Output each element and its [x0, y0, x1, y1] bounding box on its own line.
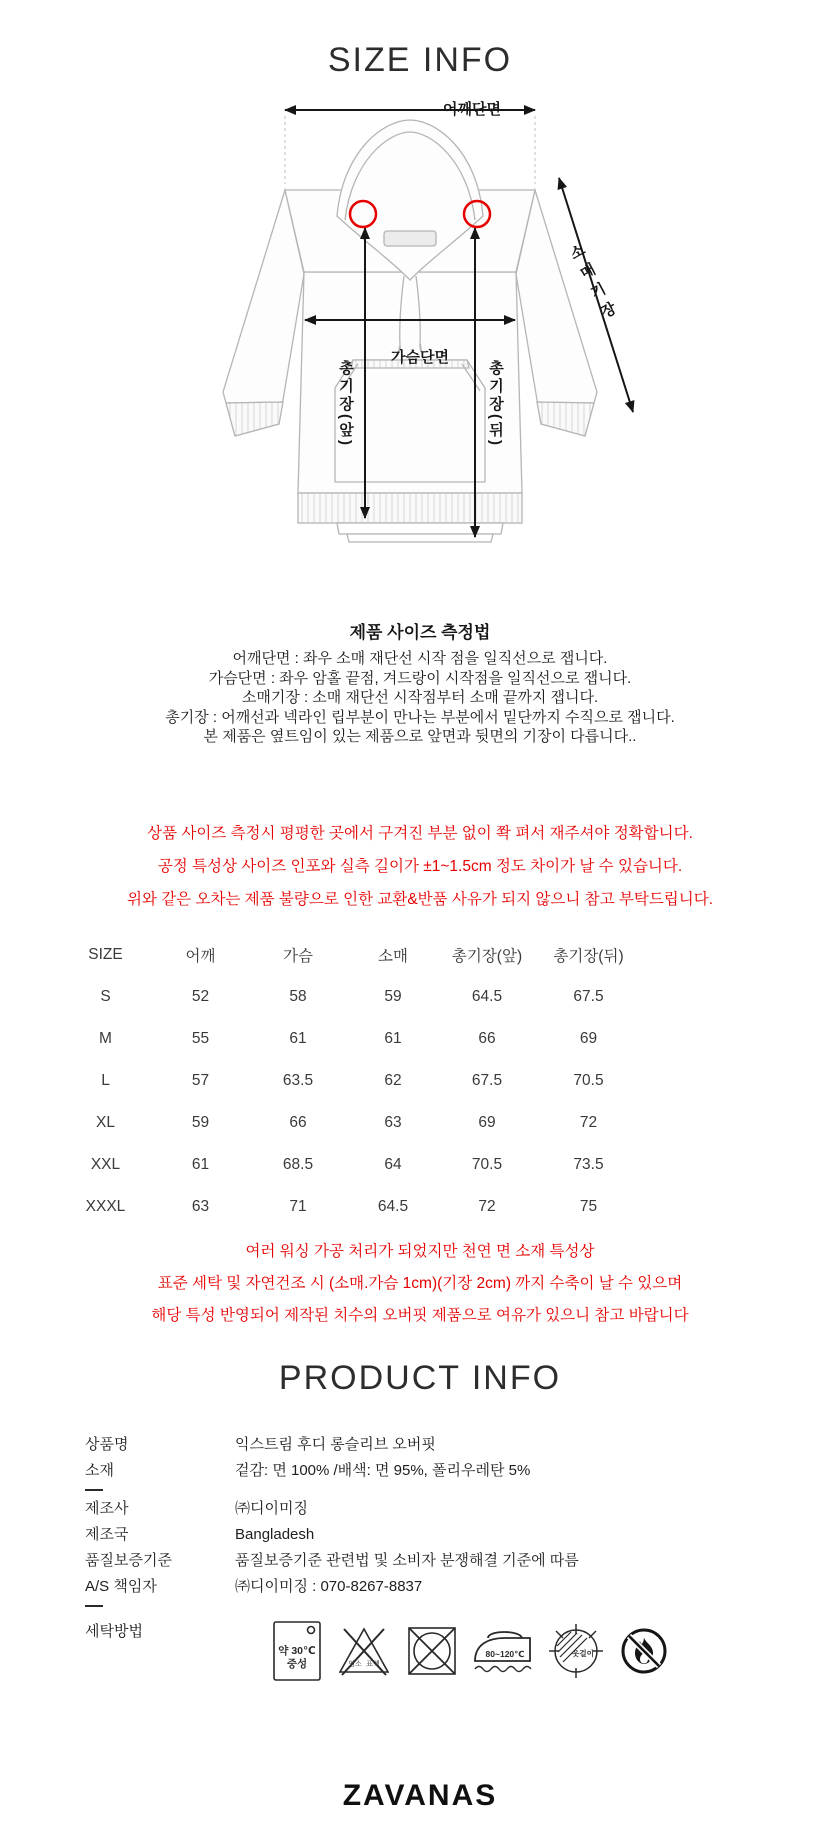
laundry-care-icons — [271, 1619, 670, 1683]
shrink-notice-text — [0, 1236, 840, 1332]
product-row-label: A/S 책임자 — [85, 1577, 157, 1595]
product-row-label: 소재 — [85, 1461, 114, 1479]
product-row-value: 품질보증기준 관련법 및 소비자 분쟁해결 기준에 따름 — [235, 1551, 579, 1569]
value-cell: 61 — [289, 1029, 307, 1047]
product-row-value: 익스트림 후디 롱슬리브 오버핏 — [235, 1435, 436, 1453]
product-row — [85, 1458, 755, 1484]
front-length-label: 총기장(앞) — [337, 360, 354, 448]
hem-rib — [298, 493, 522, 523]
product-row — [85, 1574, 755, 1600]
hang-dry-icon — [547, 1622, 605, 1680]
value-cell: 72 — [478, 1197, 496, 1215]
product-row — [85, 1496, 755, 1522]
back-hem-layer-1 — [337, 523, 503, 534]
size-info-title: SIZE INFO — [327, 41, 513, 79]
no-bleach-icon — [336, 1625, 392, 1677]
brand-logo: ZAVANAS — [342, 1778, 498, 1812]
value-cell: 61 — [384, 1029, 402, 1047]
size-row-m — [58, 1018, 641, 1060]
col-header-length-front: 총기장(앞) — [451, 947, 523, 965]
product-row-value: 겉감: 면 100% /배색: 면 95%, 폴리우레탄 5% — [235, 1461, 531, 1479]
no-tumble-dry-icon — [405, 1624, 459, 1678]
value-cell: 52 — [191, 987, 210, 1005]
sleeve-length-label: 소매기장 — [565, 241, 622, 327]
product-row-value: ㈜디이미징 : 070-8267-8837 — [235, 1577, 423, 1595]
product-row-value: Bangladesh — [235, 1525, 315, 1543]
shoulder-width-label: 어깨단면 — [443, 101, 501, 118]
value-cell: 64.5 — [377, 1197, 409, 1215]
svg-text:염소: 염소 — [348, 1660, 362, 1668]
left-sleeve — [223, 190, 304, 436]
laundry-label: 세탁방법 — [85, 1622, 143, 1640]
shrink-line: 해당 특성 반영되어 제작된 치수의 오버핏 제품으로 여유가 있으니 참고 바랍니다 — [151, 1306, 689, 1324]
size-table — [58, 934, 641, 1228]
size-table-header-row — [58, 934, 641, 976]
value-cell: 70.5 — [471, 1155, 503, 1173]
value-cell: 61 — [191, 1155, 210, 1173]
product-row — [85, 1522, 755, 1548]
col-header-shoulder: 어깨 — [185, 947, 216, 965]
measure-method-heading: 제품 사이즈 측정법 — [349, 623, 491, 642]
size-cell: XXL — [90, 1155, 121, 1173]
right-sleeve — [516, 190, 597, 436]
value-cell: 63 — [191, 1197, 210, 1215]
product-info-title: PRODUCT INFO — [278, 1358, 562, 1397]
svg-text:표백: 표백 — [366, 1660, 380, 1668]
chest-width-label: 가슴단면 — [391, 349, 449, 366]
machine-wash-30c-neutral-icon — [271, 1619, 323, 1683]
kangaroo-pocket — [335, 360, 485, 482]
col-header-sleeve: 소매 — [378, 947, 408, 965]
product-row-label: 품질보증기준 — [85, 1551, 172, 1569]
size-row-l — [58, 1060, 641, 1102]
measure-line: 가슴단면 : 좌우 암홀 끝점, 겨드랑이 시작점을 일직선으로 잽니다. — [208, 669, 632, 687]
product-row-label: 제조사 — [85, 1499, 129, 1517]
no-open-flame-icon — [618, 1625, 670, 1677]
product-row — [85, 1432, 755, 1458]
svg-text:중성: 중성 — [286, 1657, 308, 1670]
product-row-label: 제조국 — [85, 1525, 129, 1543]
size-row-xl — [58, 1102, 641, 1144]
product-row-value: ㈜디이미징 — [235, 1499, 308, 1517]
value-cell: 66 — [478, 1029, 496, 1047]
value-cell: 62 — [384, 1071, 402, 1089]
warning-line: 공정 특성상 사이즈 인포와 실측 길이가 ±1~1.5cm 정도 차이가 날 수 있습니다. — [157, 857, 683, 875]
section-divider-dash — [85, 1605, 103, 1607]
value-cell: 57 — [191, 1071, 210, 1089]
value-cell: 69 — [478, 1113, 496, 1131]
back-hem-layer-2 — [347, 534, 493, 542]
size-cell: XXXL — [85, 1197, 126, 1215]
measure-line: 총기장 : 어깨선과 넥라인 립부분이 만나는 부분에서 밑단까지 수직으로 잽니다. — [165, 708, 675, 726]
col-header-chest: 가슴 — [283, 947, 313, 965]
iron-80-120c-icon — [472, 1627, 534, 1675]
size-row-xxxl — [58, 1186, 641, 1228]
measure-line: 어깨단면 : 좌우 소매 재단선 시작 점을 일직선으로 잽니다. — [232, 650, 608, 667]
value-cell: 70.5 — [573, 1071, 604, 1089]
hoodie-diagram — [185, 94, 655, 550]
col-header-size: SIZE — [88, 945, 123, 963]
value-cell: 72 — [579, 1113, 598, 1131]
svg-text:옷걸이: 옷걸이 — [572, 1648, 594, 1658]
value-cell: 55 — [191, 1029, 210, 1047]
value-cell: 71 — [289, 1197, 307, 1215]
measure-method-lines — [0, 649, 840, 747]
value-cell: 59 — [191, 1113, 210, 1131]
hoodie-measurement-diagram — [185, 94, 655, 578]
value-cell: 63.5 — [282, 1071, 314, 1089]
col-header-length-back: 총기장(뒤) — [553, 947, 624, 965]
measure-line: 본 제품은 옆트임이 있는 제품으로 앞면과 뒷면의 기장이 다릅니다.. — [203, 728, 637, 745]
svg-text:80~120℃: 80~120℃ — [485, 1648, 525, 1659]
value-cell: 63 — [384, 1113, 402, 1131]
shrink-line: 여러 워싱 가공 처리가 되었지만 천연 면 소재 특성상 — [245, 1242, 595, 1260]
shrink-line: 표준 세탁 및 자연건조 시 (소매.가슴 1cm)(기장 2cm) 까지 수축이 날 수 있으며 — [157, 1274, 683, 1292]
size-row-xxl — [58, 1144, 641, 1186]
laundry-care-row — [85, 1619, 755, 1683]
warning-line: 위와 같은 오차는 제품 불량으로 인한 교환&반품 사유가 되지 않으니 참고 부탁드립니다. — [126, 890, 714, 908]
value-cell: 69 — [579, 1029, 598, 1047]
size-row-s — [58, 976, 641, 1018]
product-info-section — [85, 1432, 755, 1683]
value-cell: 64.5 — [471, 987, 503, 1005]
value-cell: 68.5 — [282, 1155, 314, 1173]
value-cell: 75 — [579, 1197, 598, 1215]
value-cell: 58 — [289, 987, 307, 1005]
value-cell: 64 — [384, 1155, 402, 1173]
product-row — [85, 1548, 755, 1574]
size-cell: L — [101, 1071, 110, 1089]
value-cell: 59 — [384, 987, 402, 1005]
svg-text:약 30℃: 약 30℃ — [278, 1644, 316, 1657]
size-warning-text — [0, 817, 840, 916]
size-cell: XL — [96, 1113, 115, 1131]
product-row-label: 상품명 — [85, 1435, 129, 1453]
back-length-label: 총기장(뒤) — [487, 360, 504, 448]
value-cell: 67.5 — [573, 987, 604, 1005]
hoodie-line-art — [223, 120, 597, 542]
warning-line: 상품 사이즈 측정시 평평한 곳에서 구겨진 부분 없이 쫙 펴서 재주셔야 정확합니다. — [147, 824, 693, 842]
size-cell: S — [100, 987, 111, 1005]
size-cell: M — [99, 1029, 112, 1047]
measure-line: 소매기장 : 소매 재단선 시작점부터 소매 끝까지 잽니다. — [241, 689, 599, 706]
section-divider-dash — [85, 1489, 103, 1491]
value-cell: 67.5 — [471, 1071, 503, 1089]
value-cell: 66 — [289, 1113, 307, 1131]
value-cell: 73.5 — [573, 1155, 604, 1173]
